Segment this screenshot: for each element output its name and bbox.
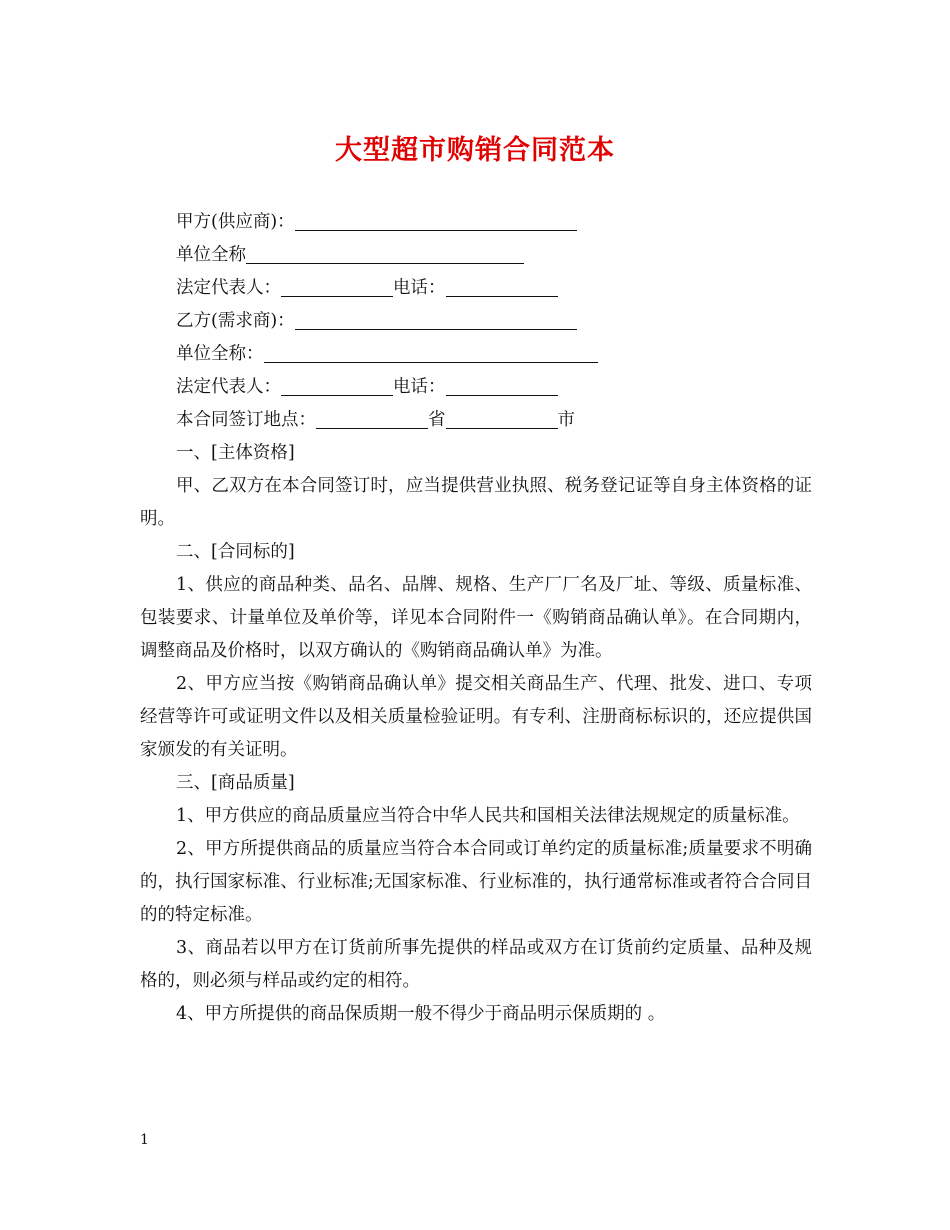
legal-rep-a-blank bbox=[281, 274, 393, 297]
party-a-label: 甲方(供应商)： bbox=[176, 212, 295, 232]
legal-rep-a-line bbox=[140, 272, 812, 305]
city-blank bbox=[446, 406, 558, 429]
section-3-paragraph-4: 4、甲方所提供的商品保质期一般不得少于商品明示保质期的 。 bbox=[176, 1004, 666, 1024]
section-3-paragraph-2: 2、甲方所提供商品的质量应当符合本合同或订单约定的质量标准;质量要求不明确的，执行国家标准、行业标准;无国家标准、行业标准的，执行通常标准或者符合合同目的的特定标准。 bbox=[140, 839, 812, 925]
province-label: 省 bbox=[428, 410, 446, 430]
province-blank bbox=[316, 406, 428, 429]
contract-body bbox=[140, 206, 812, 1031]
section-1-paragraph-1: 甲、乙双方在本合同签订时，应当提供营业执照、税务登记证等自身主体资格的证明。 bbox=[140, 476, 812, 529]
legal-rep-b-blank bbox=[281, 373, 393, 396]
section-2-paragraph-2: 2、甲方应当按《购销商品确认单》提交相关商品生产、代理、批发、进口、专项经营等许可或证明文件以及相关质量检验证明。有专利、注册商标标识的，还应提供国家颁发的有关证明。 bbox=[140, 674, 812, 760]
unit-name-a-blank bbox=[246, 241, 524, 264]
sign-place-label: 本合同签订地点： bbox=[176, 410, 316, 430]
section-2-heading: 二、[合同标的] bbox=[176, 542, 295, 562]
section-3-heading: 三、[商品质量] bbox=[176, 773, 295, 793]
phone-b-label: 电话： bbox=[393, 377, 446, 397]
document-title: 大型超市购销合同范本 bbox=[335, 135, 615, 166]
party-b-label: 乙方(需求商)： bbox=[176, 311, 295, 331]
phone-a-label: 电话： bbox=[393, 278, 446, 298]
unit-name-b-label: 单位全称： bbox=[176, 344, 264, 364]
legal-rep-a-label: 法定代表人： bbox=[176, 278, 281, 298]
city-label: 市 bbox=[557, 410, 575, 430]
section-3-paragraph-3: 3、商品若以甲方在订货前所事先提供的样品或双方在订货前约定质量、品种及规格的，则必须与样品或约定的相符。 bbox=[140, 938, 812, 991]
party-a-blank bbox=[295, 208, 577, 231]
unit-name-a-label: 单位全称 bbox=[176, 245, 246, 265]
section-1-heading: 一、[主体资格] bbox=[176, 443, 295, 463]
phone-b-blank bbox=[446, 373, 558, 396]
section-2-paragraph-1: 1、供应的商品种类、品名、品牌、规格、生产厂厂名及厂址、等级、质量标准、包装要求、计量单位及单价等，详见本合同附件一《购销商品确认单》。在合同期内，调整商品及价格时，以双方确认的《购销商品确认单》为准。 bbox=[140, 575, 812, 661]
page-number: 1 bbox=[140, 1132, 149, 1148]
phone-a-blank bbox=[446, 274, 558, 297]
party-b-blank bbox=[295, 307, 577, 330]
unit-name-a-line bbox=[140, 239, 812, 272]
unit-name-b-blank bbox=[264, 340, 598, 363]
section-3-paragraph-1: 1、甲方供应的商品质量应当符合中华人民共和国相关法律法规规定的质量标准。 bbox=[176, 806, 800, 826]
sign-place-line bbox=[140, 404, 812, 437]
party-a-line bbox=[140, 206, 812, 239]
legal-rep-b-line bbox=[140, 371, 812, 404]
unit-name-b-line bbox=[140, 338, 812, 371]
legal-rep-b-label: 法定代表人： bbox=[176, 377, 281, 397]
party-b-line bbox=[140, 305, 812, 338]
